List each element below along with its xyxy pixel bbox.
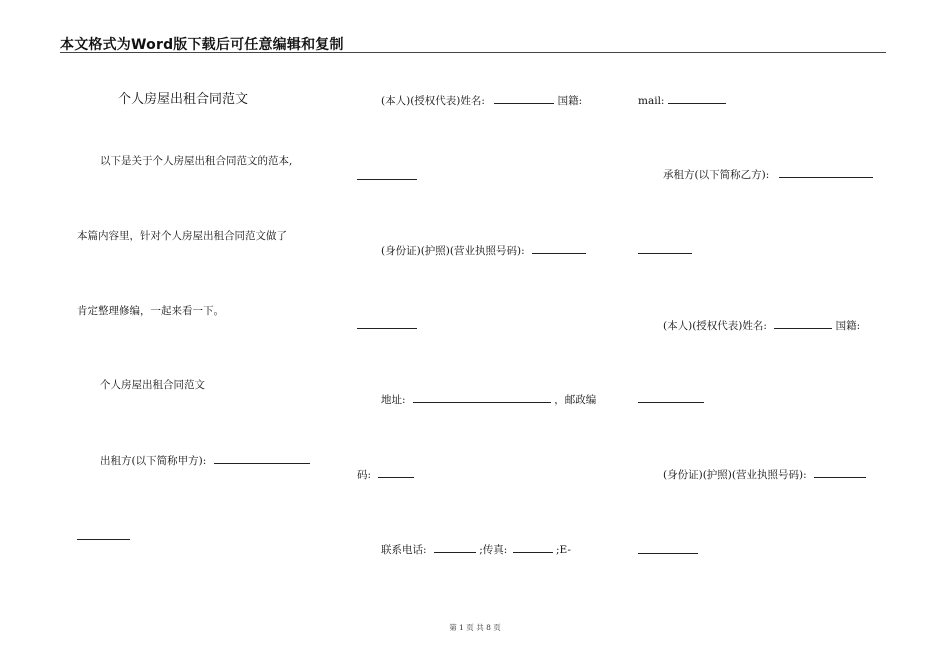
lessor-fax-label: ;传真: [479, 544, 508, 556]
lessor-row [100, 453, 310, 468]
lessor-postcode-blank [378, 467, 414, 478]
document-title: 个人房屋出租合同范文 [118, 92, 249, 107]
lessor-blank-continued [77, 539, 130, 540]
lessor-name-row [381, 93, 582, 108]
lessor-phone-blank [434, 542, 476, 553]
intro-line-1: 以下是关于个人房屋出租合同范文的范本, [100, 155, 293, 167]
lessor-nationality-blank [357, 179, 417, 180]
section-title: 个人房屋出租合同范文 [100, 379, 205, 391]
lessor-name-blank [494, 93, 554, 104]
lessor-blank [214, 453, 310, 464]
lessee-id-label: (身份证)(护照)(营业执照号码): [663, 469, 807, 481]
lessee-nationality-blank [638, 402, 704, 403]
lessor-contact-row [381, 542, 571, 557]
lessor-postcode-label: ，邮政编 [554, 394, 597, 406]
lessor-name-label: (本人)(授权代表)姓名: [381, 95, 485, 107]
lessor-nationality-label: 国籍: [557, 95, 583, 107]
lessor-email-label: ;E- [556, 544, 571, 556]
lessee-label: 承租方(以下简称乙方): [663, 169, 770, 181]
lessor-id-blank-continued [357, 328, 417, 329]
lessee-id-blank [814, 467, 866, 478]
lessor-email-blank [668, 93, 726, 104]
lessee-blank [779, 167, 873, 178]
lessor-address-blank [413, 392, 551, 403]
lessor-fax-blank [513, 542, 553, 553]
lessor-email-row [638, 93, 726, 108]
lessee-id-blank-continued [638, 553, 698, 554]
lessor-id-blank [532, 243, 586, 254]
lessor-id-row [381, 243, 586, 258]
lessor-label: 出租方(以下简称甲方): [100, 455, 207, 467]
lessor-postcode-row [357, 467, 414, 482]
lessor-phone-label: 联系电话: [381, 544, 427, 556]
lessee-id-row [663, 467, 866, 482]
lessee-blank-continued [638, 253, 692, 254]
page-footer: 第 1 页 共 8 页 [449, 623, 501, 632]
lessor-id-label: (身份证)(护照)(营业执照号码): [381, 245, 525, 257]
lessor-email-label-end: mail: [638, 95, 665, 107]
intro-line-2: 本篇内容里，针对个人房屋出租合同范文做了 [77, 230, 287, 242]
page-header: 本文格式为Word版下载后可任意编辑和复制 [60, 37, 344, 53]
lessor-address-row [381, 392, 596, 407]
lessee-row [663, 167, 873, 182]
lessor-address-label: 地址: [381, 394, 406, 406]
lessor-postcode-label-end: 码: [357, 469, 372, 481]
lessee-nationality-label: 国籍: [835, 320, 861, 332]
lessee-name-label: (本人)(授权代表)姓名: [663, 320, 767, 332]
intro-line-3: 肯定整理修编，一起来看一下。 [77, 305, 224, 317]
lessee-name-blank [774, 318, 832, 329]
header-divider [60, 52, 886, 53]
lessee-name-row [663, 318, 860, 333]
